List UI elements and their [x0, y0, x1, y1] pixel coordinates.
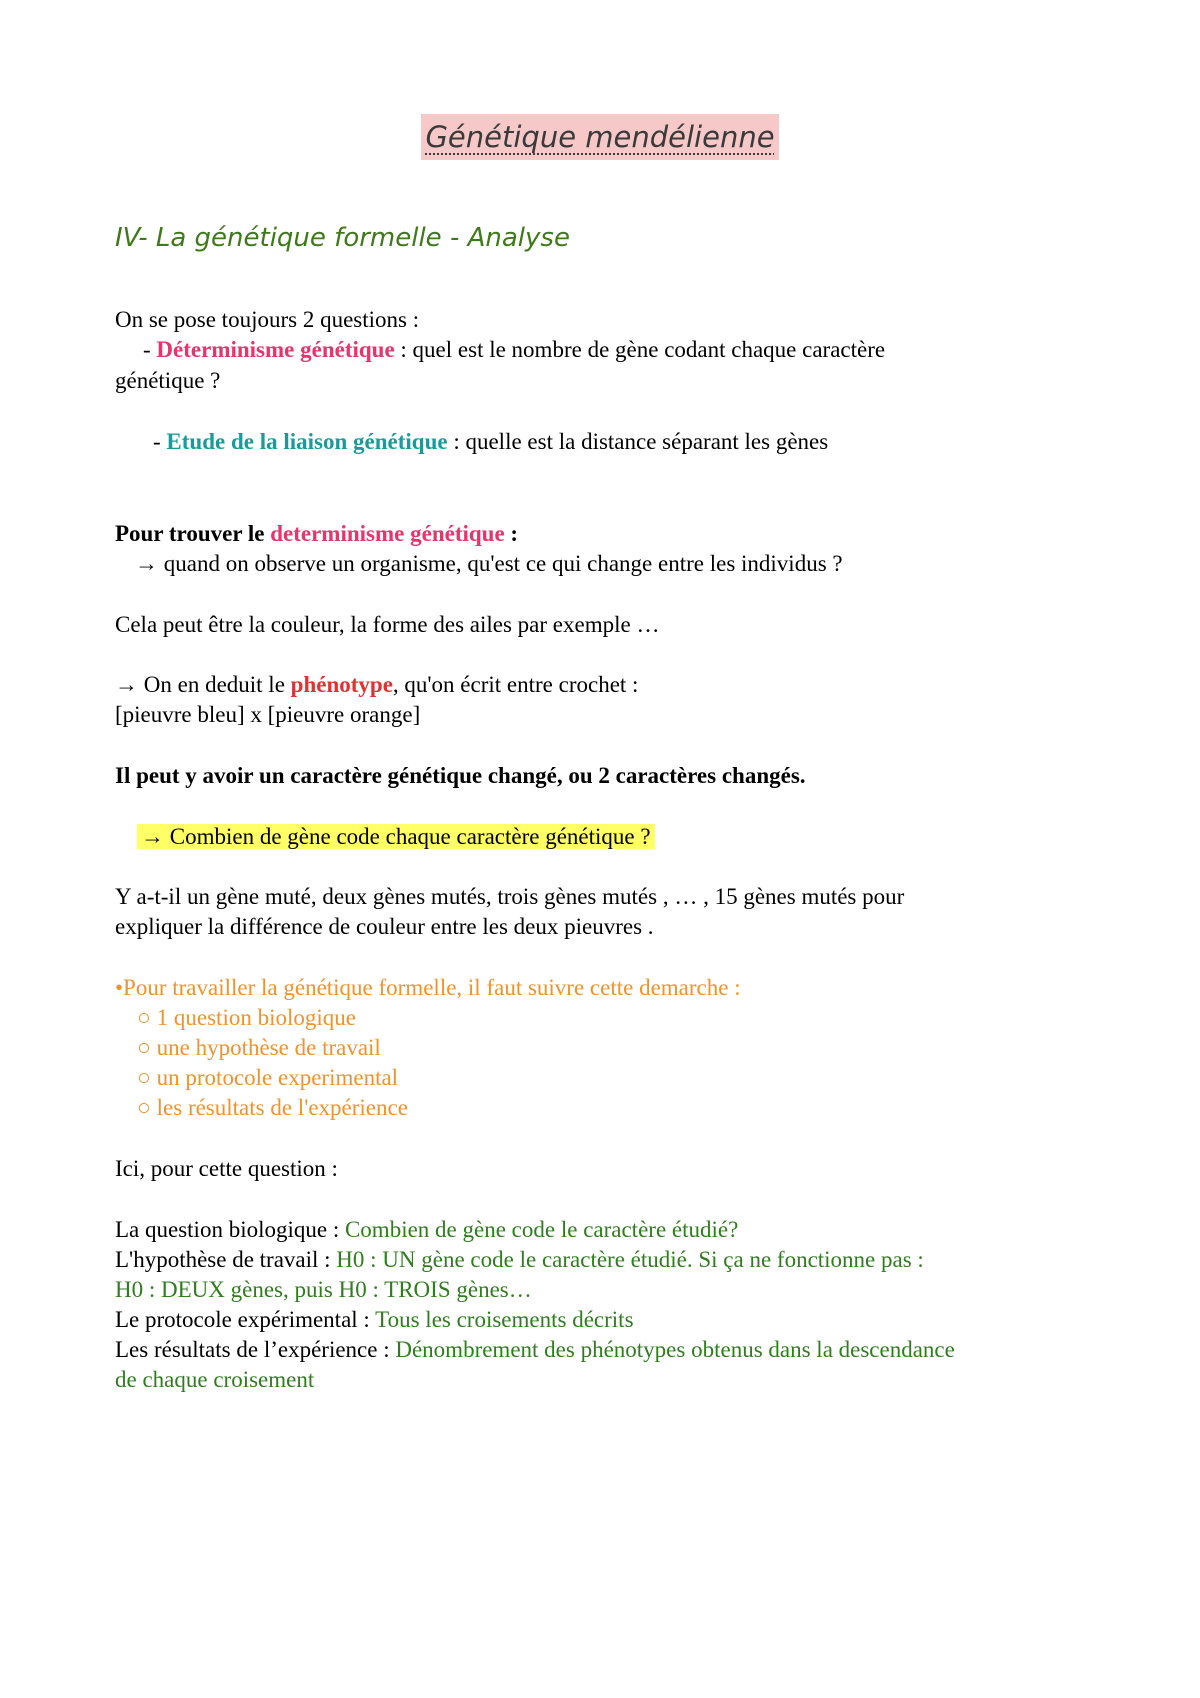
cross-line: [pieuvre bleu] x [pieuvre orange] — [115, 702, 421, 727]
intro-item-text: : quelle est la distance séparant les gènes — [447, 429, 829, 454]
bold-statement: Il peut y avoir un caractère génétique changé, ou 2 caractères changés. — [115, 763, 806, 788]
mutation-line-cont: expliquer la différence de couleur entre les deux pieuvres . — [115, 914, 654, 939]
biological-question-value: Combien de gène code le caractère étudié? — [344, 1217, 739, 1242]
title-container — [0, 114, 1200, 160]
hypothesis-line — [115, 1245, 924, 1275]
linkage-term: Etude de la liaison génétique — [166, 429, 448, 454]
hypothesis-value-cont: H0 : DEUX gènes, puis H0 : TROIS gènes… — [115, 1277, 532, 1302]
approach-step: ○ les résultats de l'expérience — [137, 1095, 408, 1120]
results-value: Dénombrement des phénotypes obtenus dans la descendance — [395, 1337, 955, 1362]
observation-line: → quand on observe un organisme, qu'est ce qui change entre les individus ? — [135, 551, 843, 576]
intro-item-determinism — [143, 335, 885, 365]
phenotype-term: phénotype — [290, 672, 393, 697]
mutation-line: Y a-t-il un gène muté, deux gènes mutés, trois gènes mutés , … , 15 gènes mutés pour — [115, 884, 905, 909]
intro-item-prefix: - — [153, 429, 167, 454]
determinism-heading-suffix: : — [504, 521, 519, 546]
determinism-term: Déterminisme génétique — [156, 337, 395, 362]
determinism-heading-term: determinisme génétique — [270, 521, 505, 546]
results-line — [115, 1335, 955, 1365]
protocol-line — [115, 1305, 634, 1335]
intro-item-prefix: - — [143, 337, 157, 362]
approach-step: ○ 1 question biologique — [137, 1005, 356, 1030]
protocol-label: Le protocole expérimental : — [115, 1307, 376, 1332]
phenotype-rest: , qu'on écrit entre crochet : — [392, 672, 639, 697]
determinism-heading — [115, 519, 518, 549]
intro-item-linkage — [153, 427, 828, 457]
example-line: Cela peut être la couleur, la forme des ailes par exemple … — [115, 612, 660, 637]
intro-item-determinism-cont: génétique ? — [115, 368, 221, 393]
results-label: Les résultats de l’expérience : — [115, 1337, 396, 1362]
intro-item-text: : quel est le nombre de gène codant chaque caractère — [394, 337, 886, 362]
hypothesis-value: H0 : UN gène code le caractère étudié. Si ça ne fonctionne pas : — [336, 1247, 924, 1272]
phenotype-line — [115, 670, 638, 700]
highlighted-question — [137, 822, 655, 852]
approach-intro: •Pour travailler la génétique formelle, il faut suivre cette demarche : — [115, 975, 741, 1000]
biological-question-line — [115, 1215, 738, 1245]
phenotype-prefix: → On en deduit le — [115, 672, 291, 697]
results-value-cont: de chaque croisement — [115, 1367, 315, 1392]
biological-question-label: La question biologique : — [115, 1217, 345, 1242]
approach-step: ○ un protocole experimental — [137, 1065, 399, 1090]
determinism-heading-prefix: Pour trouver le — [115, 521, 271, 546]
page-title: Génétique mendélienne — [421, 114, 778, 160]
hypothesis-label: L'hypothèse de travail : — [115, 1247, 337, 1272]
application-intro: Ici, pour cette question : — [115, 1156, 338, 1181]
protocol-value: Tous les croisements décrits — [375, 1307, 634, 1332]
highlight-text: → Combien de gène code chaque caractère génétique ? — [137, 824, 655, 849]
approach-step: ○ une hypothèse de travail — [137, 1035, 381, 1060]
section-heading: IV- La génétique formelle - Analyse — [115, 223, 570, 253]
intro-line: On se pose toujours 2 questions : — [115, 307, 420, 332]
